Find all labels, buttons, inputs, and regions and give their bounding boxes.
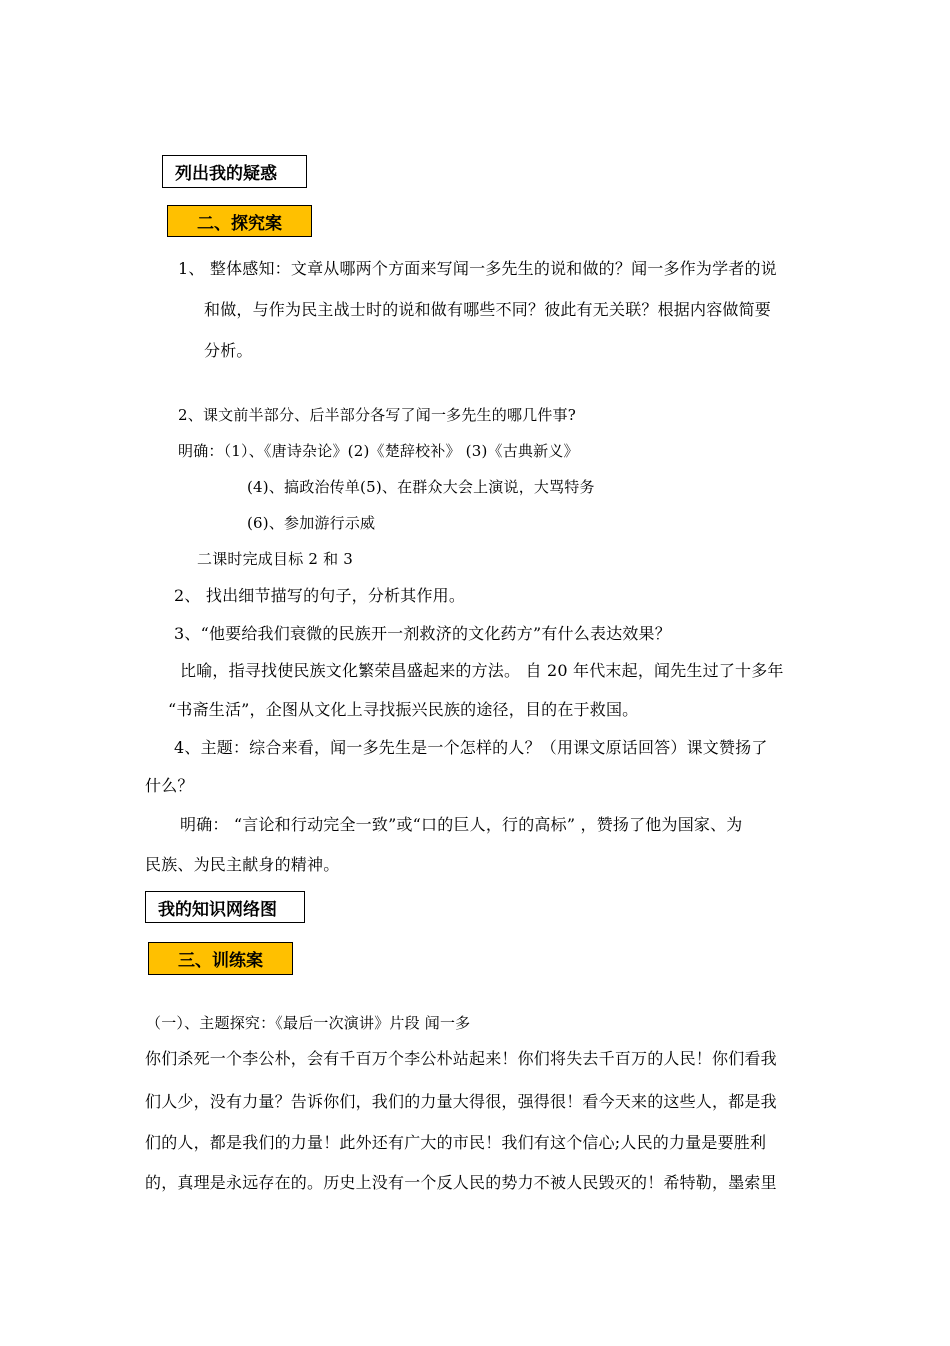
q2-answer-1: 明确：（1）、《唐诗杂论》(2)《楚辞校补》 (3)《古典新义》	[178, 442, 579, 460]
heading-knowledge-map	[145, 891, 305, 923]
heading-inquiry	[167, 205, 312, 237]
speech-line-1: 你们杀死一个李公朴，会有千百万个李公朴站起来！你们将失去千百万的人民！你们看我	[145, 1049, 777, 1068]
q1-line-1: 1、 整体感知：文章从哪两个方面来写闻一多先生的说和做的？闻一多作为学者的说	[178, 259, 777, 278]
q2-question: 2、课文前半部分、后半部分各写了闻一多先生的哪几件事?	[178, 406, 576, 424]
heading-inquiry-label: 二、探究案	[197, 213, 282, 234]
q4-answer-2: 民族、为民主献身的精神。	[145, 855, 340, 874]
q3-answer-1: 比喻，指寻找使民族文化繁荣昌盛起来的方法。 自 20 年代末起，闻先生过了十多年	[180, 661, 784, 680]
q4-question-1: 4、主题：综合来看，闻一多先生是一个怎样的人？（用课文原话回答）课文赞扬了	[174, 738, 768, 757]
lesson-2-note: 二课时完成目标 2 和 3	[197, 550, 353, 568]
training-subtitle: （一）、主题探究：《最后一次演讲》片段 闻一多	[146, 1014, 471, 1032]
heading-knowledge-map-label: 我的知识网络图	[158, 899, 277, 920]
q1-line-2: 和做，与作为民主战士时的说和做有哪些不同？彼此有无关联？根据内容做简要	[204, 300, 772, 319]
q4-question-2: 什么？	[145, 776, 194, 795]
q2-answer-3: (6)、参加游行示威	[247, 514, 376, 532]
q3-question: 3、“他要给我们衰微的民族开一剂救济的文化药方”有什么表达效果？	[174, 624, 671, 643]
q2-answer-2: (4)、搞政治传单(5)、在群众大会上演说，大骂特务	[247, 478, 595, 496]
q1-line-3: 分析。	[204, 341, 253, 360]
heading-my-questions	[162, 155, 307, 188]
heading-training	[148, 942, 293, 975]
q2b-question: 2、 找出细节描写的句子，分析其作用。	[174, 586, 466, 605]
heading-my-questions-label: 列出我的疑惑	[175, 164, 277, 184]
speech-line-4: 的，真理是永远存在的。历史上没有一个反人民的势力不被人民毁灭的！希特勒，墨索里	[145, 1173, 777, 1192]
q3-answer-2: “书斋生活”，企图从文化上寻找振兴民族的途径，目的在于救国。	[168, 700, 639, 719]
speech-line-3: 们的人，都是我们的力量！此外还有广大的市民！我们有这个信心;人民的力量是要胜利	[145, 1133, 767, 1152]
speech-line-2: 们人少，没有力量？告诉你们，我们的力量大得很，强得很！看今天来的这些人，都是我	[145, 1092, 777, 1111]
heading-training-label: 三、训练案	[178, 951, 263, 971]
q4-answer-1: 明确： “言论和行动完全一致”或“口的巨人，行的高标” ，赞扬了他为国家、为	[180, 815, 743, 834]
